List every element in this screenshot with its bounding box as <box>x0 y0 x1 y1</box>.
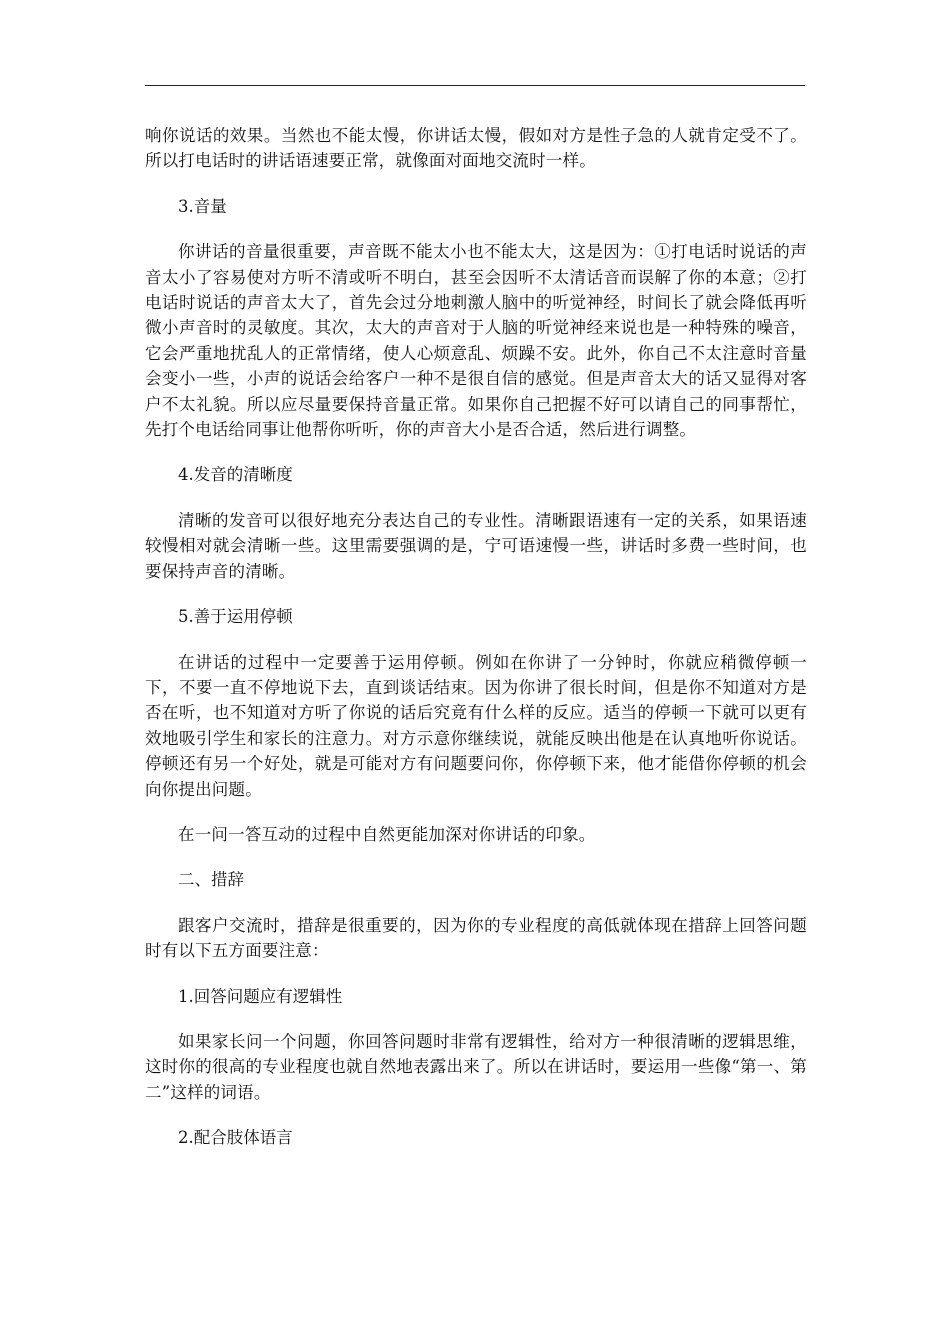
paragraph-wording: 跟客户交流时，措辞是很重要的，因为你的专业程度的高低就体现在措辞上回答问题时有以下五方面要注意： <box>145 915 807 961</box>
section-heading-body-language: 2.配合肢体语言 <box>178 1128 293 1148</box>
document-body <box>145 123 807 1171</box>
paragraph-interaction: 在一问一答互动的过程中自然更能加深对你讲话的印象。 <box>178 824 596 844</box>
section-heading-wording: 二、措辞 <box>178 870 244 890</box>
paragraph-continuation: 响你说话的效果。当然也不能太慢，你讲话太慢，假如对方是性子急的人就肯定受不了。所以打电话时的讲话语速要正常，就像面对面地交流时一样。 <box>145 126 807 171</box>
section-heading-logic: 1.回答问题应有逻辑性 <box>178 986 343 1006</box>
paragraph-clarity: 清晰的发音可以很好地充分表达自己的专业性。清晰跟语速有一定的关系，如果语速较慢相对就会清晰一些。这里需要强调的是，宁可语速慢一些，讲话时多费一些时间，也要保持声音的清晰。 <box>145 510 807 581</box>
section-heading-pause: 5.善于运用停顿 <box>178 607 293 627</box>
section-heading-clarity: 4.发音的清晰度 <box>178 465 293 485</box>
paragraph-logic: 如果家长问一个问题，你回答问题时非常有逻辑性，给对方一种很清晰的逻辑思维，这时你的很高的专业程度也就自然地表露出来了。所以在讲话时，要运用一些像“第一、第二”这样的词语。 <box>145 1031 807 1102</box>
section-heading-volume: 3.音量 <box>178 196 227 216</box>
paragraph-pause: 在讲话的过程中一定要善于运用停顿。例如在你讲了一分钟时，你就应稍微停顿一下，不要一直不停地说下去，直到谈话结束。因为你讲了很长时间，但是你不知道对方是否在听，也不知道对方听了你说的话后究竟有什么样的反应。适当的停顿一下就可以更有效地吸引学生和家长的注意力。对方示意你继续说，就能反映出他是在认真地听你说话。停顿还有另一个好处，就是可能对方有问题要问你，你停顿下来，他才能借你停顿的机会向你提出问题。 <box>145 652 807 799</box>
header-rule <box>145 85 805 86</box>
paragraph-volume: 你讲话的音量很重要，声音既不能太小也不能太大，这是因为：①打电话时说话的声音太小了容易使对方听不清或听不明白，甚至会因听不太清话音而误解了你的本意；②打电话时说话的声音太大了，首先会过分地刺激人脑中的听觉神经，时间长了就会降低再听微小声音时的灵敏度。其次，太大的声音对于人脑的听觉神经来说也是一种特殊的噪音，它会严重地扰乱人的正常情绪，使人心烦意乱、烦躁不安。此外，你自己不太注意时音量会变小一些，小声的说话会给客户一种不是很自信的感觉。但是声音太大的话又显得对客户不太礼貌。所以应尽量要保持音量正常。如果你自己把握不好可以请自己的同事帮忙，先打个电话给同事让他帮你听听，你的声音大小是否合适，然后进行调整。 <box>145 242 807 440</box>
